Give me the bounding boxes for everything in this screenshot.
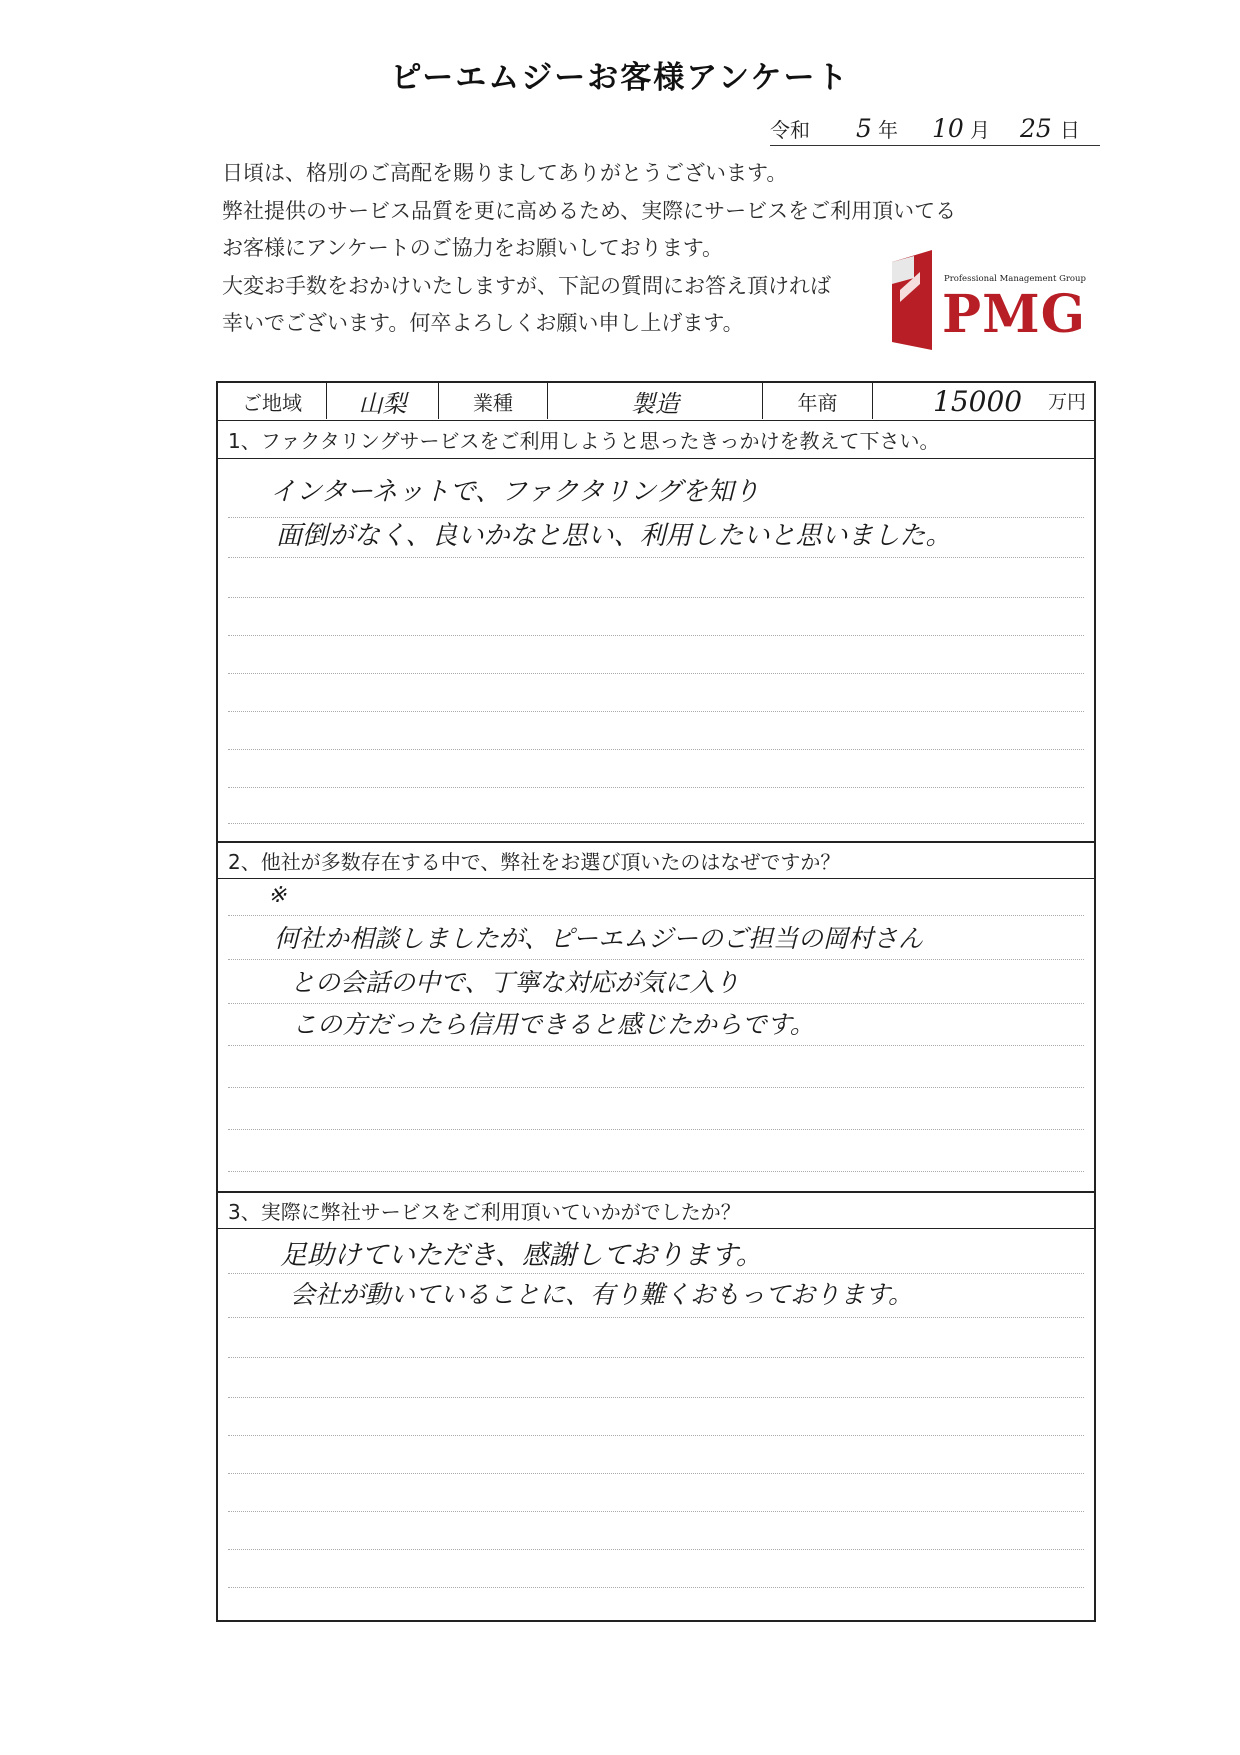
answer-rule — [228, 1397, 1084, 1398]
revenue-unit: 万円 — [1047, 391, 1086, 413]
industry-label: 業種 — [439, 383, 548, 419]
date-month-unit: 月 — [970, 118, 990, 142]
intro-line: お客様にアンケートのご協力をお願いしております。 — [222, 236, 724, 260]
answer-rule — [228, 959, 1084, 960]
date-day-value: 25 — [1020, 114, 1052, 143]
answer-line: 面倒がなく、良いかなと思い、利用したいと思いました。 — [276, 521, 952, 551]
logo-subtitle: Professional Management Group — [944, 274, 1086, 284]
question-3-answer — [218, 1229, 1094, 1620]
region-value: 山梨 — [327, 383, 439, 419]
answer-rule — [228, 915, 1084, 916]
survey-form — [216, 381, 1096, 1622]
answer-line: インターネットで、ファクタリングを知り — [270, 477, 760, 507]
date-era: 令和 — [770, 118, 810, 142]
answer-rule — [228, 1473, 1084, 1474]
intro-line: 大変お手数をおかけいたしますが、下記の質問にお答え頂ければ — [222, 273, 831, 298]
answer-rule — [228, 635, 1084, 636]
logo-name: PMG — [942, 284, 1087, 345]
question-2-label: 2、他社が多数存在する中で、弊社をお選び頂いたのはなぜですか？ — [218, 841, 1094, 879]
answer-rule — [228, 749, 1084, 750]
revenue-label: 年商 — [763, 383, 873, 419]
answer-rule — [228, 1435, 1084, 1436]
answer-rule — [228, 597, 1084, 598]
intro-line: 幸いでございます。何卒よろしくお願い申し上げます。 — [222, 311, 744, 335]
date-day-unit: 日 — [1060, 118, 1080, 142]
date-year-value: 5 — [856, 114, 872, 143]
revenue-value: 15000 — [933, 385, 1023, 418]
answer-line: この方だったら信用できると感じたからです。 — [292, 1010, 815, 1039]
answer-mark: ※ — [268, 883, 287, 908]
answer-rule — [228, 1087, 1084, 1088]
answer-rule — [228, 787, 1084, 788]
answer-rule — [228, 1317, 1084, 1318]
logo-emblem-icon — [888, 250, 938, 350]
answer-rule — [228, 823, 1084, 824]
date-field — [770, 114, 1100, 146]
industry-value: 製造 — [548, 383, 763, 419]
answer-line: との会話の中で、丁寧な対応が気に入り — [290, 968, 740, 997]
question-1-label: 1、ファクタリングサービスをご利用しようと思ったきっかけを教えて下さい。 — [218, 421, 1094, 459]
answer-rule — [228, 711, 1084, 712]
intro-line: 弊社提供のサービス品質を更に高めるため、実際にサービスをご利用頂いてる — [222, 198, 957, 223]
info-row — [218, 383, 1094, 421]
answer-line: 何社か相談しましたが、ピーエムジーのご担当の岡村さん — [274, 924, 924, 953]
answer-rule — [228, 1129, 1084, 1130]
answer-rule — [228, 557, 1084, 558]
answer-line: 会社が動いていることに、有り難くおもっております。 — [290, 1280, 914, 1309]
question-1-answer — [218, 459, 1094, 841]
answer-rule — [228, 1045, 1084, 1046]
answer-rule — [228, 1357, 1084, 1358]
answer-rule — [228, 1511, 1084, 1512]
intro-text — [222, 155, 982, 343]
answer-rule — [228, 1549, 1084, 1550]
answer-rule — [228, 1171, 1084, 1172]
date-month-value: 10 — [932, 114, 964, 143]
answer-rule — [228, 1587, 1084, 1588]
answer-rule — [228, 673, 1084, 674]
answer-rule — [228, 1273, 1084, 1274]
answer-rule — [228, 1003, 1084, 1004]
question-2-answer — [218, 879, 1094, 1191]
date-year-unit: 年 — [878, 118, 898, 142]
survey-title: ピーエムジーお客様アンケート — [390, 60, 850, 96]
pmg-logo — [888, 250, 1087, 350]
answer-line: 足助けていただき、感謝しております。 — [280, 1240, 763, 1271]
intro-line: 日頃は、格別のご高配を賜りましてありがとうございます。 — [222, 161, 788, 185]
revenue-cell — [873, 383, 1094, 419]
region-label: ご地域 — [218, 383, 327, 419]
question-3-label: 3、実際に弊社サービスをご利用頂いていかがでしたか？ — [218, 1191, 1094, 1229]
